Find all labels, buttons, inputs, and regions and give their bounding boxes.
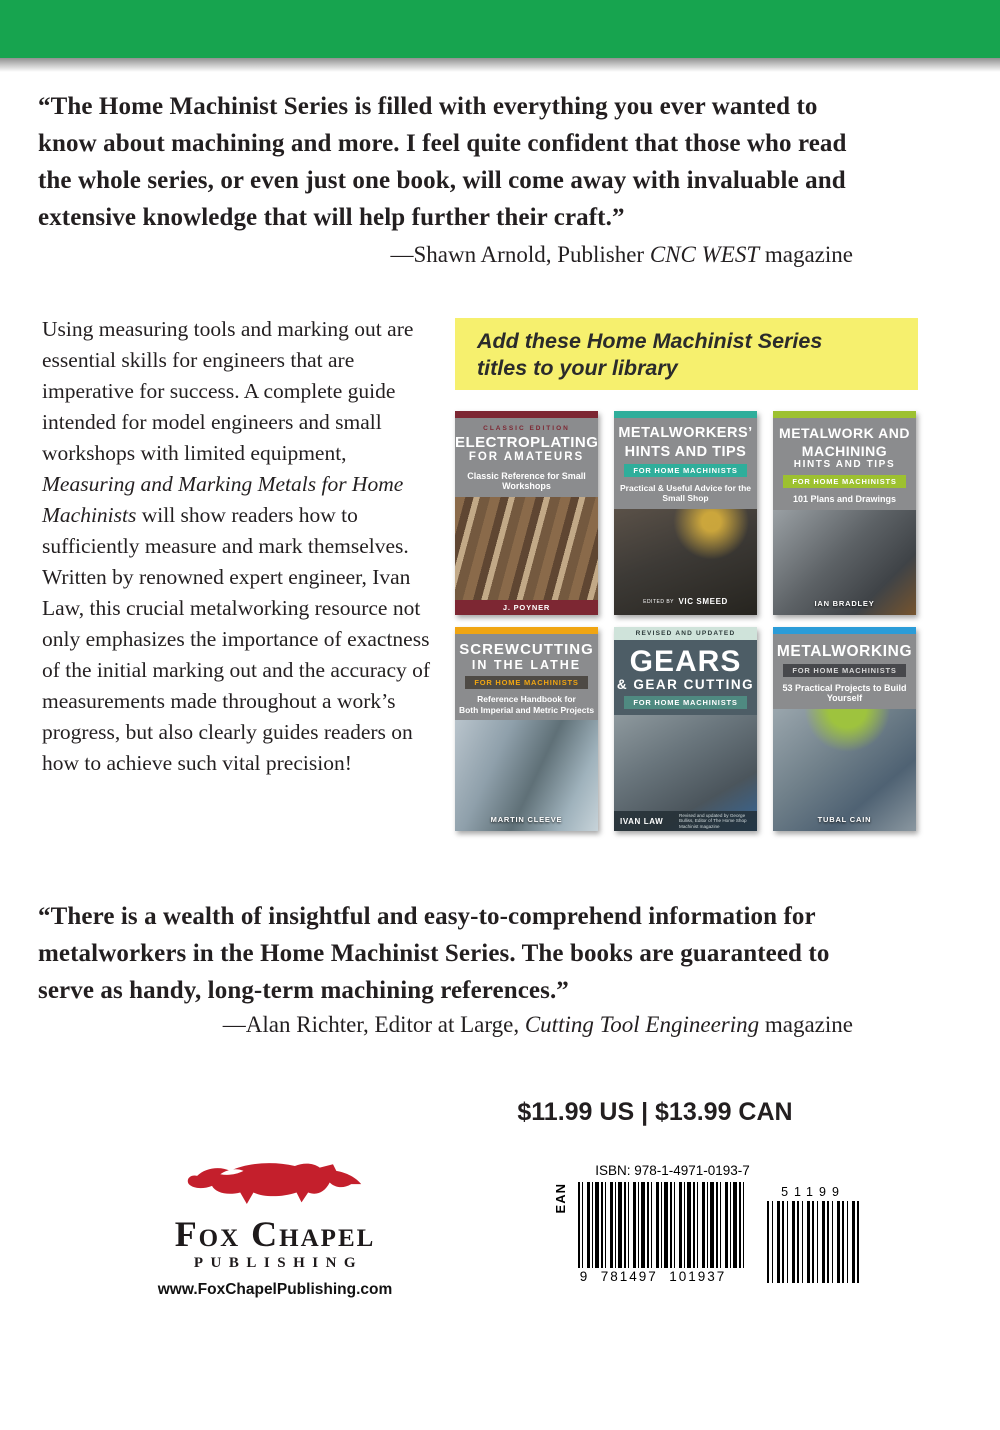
cover-accent-bar <box>773 411 916 418</box>
barcode-digits: 9 781497 101937 <box>579 1269 727 1284</box>
cover-author: J. POYNER <box>455 600 598 615</box>
supplement-bars <box>767 1201 859 1283</box>
barcode-bars <box>578 1182 748 1268</box>
cover-photo <box>773 510 916 615</box>
subtitle-line1: Reference Handbook for <box>477 694 576 704</box>
series-ribbon: FOR HOME MACHINISTS <box>624 464 746 477</box>
series-ribbon: FOR HOME MACHINISTS <box>783 475 905 488</box>
cover-header <box>614 640 757 715</box>
series-ribbon: FOR HOME MACHINISTS <box>624 696 746 709</box>
review-quote-bottom: “There is a wealth of insightful and easy-to-comprehend information for metalworkers in the Home Machinist Series. The books are guaranteed to serve as handy, long-term machining references.” <box>38 903 830 1004</box>
isbn-number: ISBN: 978-1-4971-0193-7 <box>595 1163 750 1178</box>
cover-title: METALWORKING <box>776 643 913 660</box>
cover-photo <box>614 509 757 615</box>
book-description <box>42 314 442 779</box>
cover-accent-bar <box>455 411 598 418</box>
attribution-suffix: magazine <box>759 242 853 267</box>
attribution-suffix: magazine <box>759 1012 853 1037</box>
cover-author: TUBAL CAIN <box>817 815 872 824</box>
cover-header <box>614 418 757 509</box>
cover-subtitle: Classic Reference for Small Workshops <box>467 471 586 491</box>
cover-author <box>614 591 757 609</box>
magazine-name: CNC WEST <box>649 242 760 267</box>
review-quote-top: “The Home Machinist Series is filled with everything you ever wanted to know about machining and more. I feel quite confident that those who read the whole series, or even just one book, will come away with invaluable and extensive knowledge that will help further their craft.” <box>38 93 847 231</box>
author-name: IVAN LAW <box>620 816 664 826</box>
price-label: $11.99 US | $13.99 CAN <box>517 1098 793 1126</box>
cover-accent-bar <box>614 411 757 418</box>
cover-photo <box>614 715 757 831</box>
publisher-website: www.FoxChapelPublishing.com <box>157 1281 393 1298</box>
description-text: Using measuring tools and marking out are essential skills for engineers that are imperative for success. A complete guide intended for model engineers and small workshops with limited equipment, <box>42 317 414 465</box>
cover-header <box>455 418 598 497</box>
publisher-name: Fox Chapel <box>174 1214 376 1254</box>
subtitle-line2: Both Imperial and Metric Projects <box>458 704 595 715</box>
cover-photo <box>773 709 916 831</box>
cover-title-line2: MACHINING <box>801 443 888 459</box>
cover-title-line2: FOR AMATEURS <box>468 451 585 463</box>
book-title-italic: Measuring and Marking Metals for Home Machinists <box>42 472 404 527</box>
ean-label: EAN <box>553 1183 568 1214</box>
publisher-logo <box>138 1156 412 1299</box>
series-ribbon: FOR HOME MACHINISTS <box>783 664 905 677</box>
series-banner <box>455 318 918 390</box>
cover-subtitle: 101 Plans and Drawings <box>792 494 897 504</box>
banner-series-name: Home Machinist Series <box>586 329 823 353</box>
publisher-division: PUBLISHING <box>193 1255 364 1271</box>
cover-title-line2: HINTS AND TIPS <box>624 443 747 460</box>
cover-title: METALWORKERS’ <box>618 425 753 441</box>
cover-accent-bar <box>773 627 916 634</box>
cover-title-line2: & GEAR CUTTING <box>616 677 755 692</box>
cover-accent-bar <box>455 627 598 634</box>
supplement-digits: 51199 <box>781 1185 845 1199</box>
book-cover-screwcutting <box>455 627 598 831</box>
cover-subtitle <box>455 694 598 720</box>
isbn-barcode <box>545 1163 867 1297</box>
book-cover-metalworkers-hints <box>614 411 757 615</box>
review-attribution-bottom <box>38 1012 853 1038</box>
cover-subtitle: 53 Practical Projects to Build Yourself <box>782 683 907 703</box>
related-titles-grid <box>455 411 918 831</box>
fox-logo-icon <box>138 1156 412 1214</box>
revised-updated-badge: REVISED AND UPDATED <box>614 627 757 640</box>
series-ribbon: FOR HOME MACHINISTS <box>465 676 587 689</box>
cover-author-band <box>614 811 757 831</box>
attribution-text: —Shawn Arnold, Publisher <box>390 242 650 267</box>
attribution-text: —Alan Richter, Editor at Large, <box>222 1012 525 1037</box>
book-cover-electroplating <box>455 411 598 615</box>
book-cover-gears <box>614 627 757 831</box>
edited-by-label: EDITED BY <box>643 599 675 605</box>
cover-subtitle: Practical & Useful Advice for the Small Shop <box>619 483 751 503</box>
banner-line2: titles to your library <box>477 356 678 380</box>
top-green-band <box>0 0 1000 58</box>
cover-header <box>773 634 916 709</box>
book-cover-metalwork-machining <box>773 411 916 615</box>
description-text-after: will show readers how to sufficiently measure and mark themselves. Written by renowned expert engineer, Ivan Law, this crucial metalworking resource not only emphasizes the importance of exactness of the initial marking out and the accuracy of measurements made throughout a work’s progress, but also clearly guides readers on how to achieve such vital precision! <box>42 503 431 775</box>
cover-title: GEARS <box>629 645 742 678</box>
cover-author: IAN BRADLEY <box>814 599 875 608</box>
cover-title-line2: IN THE LATHE <box>471 658 582 672</box>
cover-photo <box>455 720 598 831</box>
cover-title: METALWORK AND <box>779 425 910 441</box>
book-cover-metalworking <box>773 627 916 831</box>
cover-photo <box>455 497 598 600</box>
top-band-shadow <box>0 58 1000 72</box>
cover-title-line3: HINTS AND TIPS <box>793 459 896 470</box>
revision-note: Revised and updated by George Bulliss, Editor of The Home Shop Machinist magazine <box>679 812 747 829</box>
magazine-name: Cutting Tool Engineering <box>524 1012 760 1037</box>
cover-title: ELECTROPLATING <box>455 434 598 451</box>
review-attribution-top <box>38 242 853 268</box>
cover-header <box>455 634 598 720</box>
cover-author: MARTIN CLEEVE <box>490 815 563 824</box>
barcode-supplement <box>767 1185 859 1283</box>
author-name: VIC SMEED <box>678 597 728 606</box>
banner-line1: Add these <box>477 329 587 353</box>
cover-title: SCREWCUTTING <box>459 641 594 658</box>
cover-header <box>773 418 916 510</box>
edition-label: CLASSIC EDITION <box>483 425 570 432</box>
